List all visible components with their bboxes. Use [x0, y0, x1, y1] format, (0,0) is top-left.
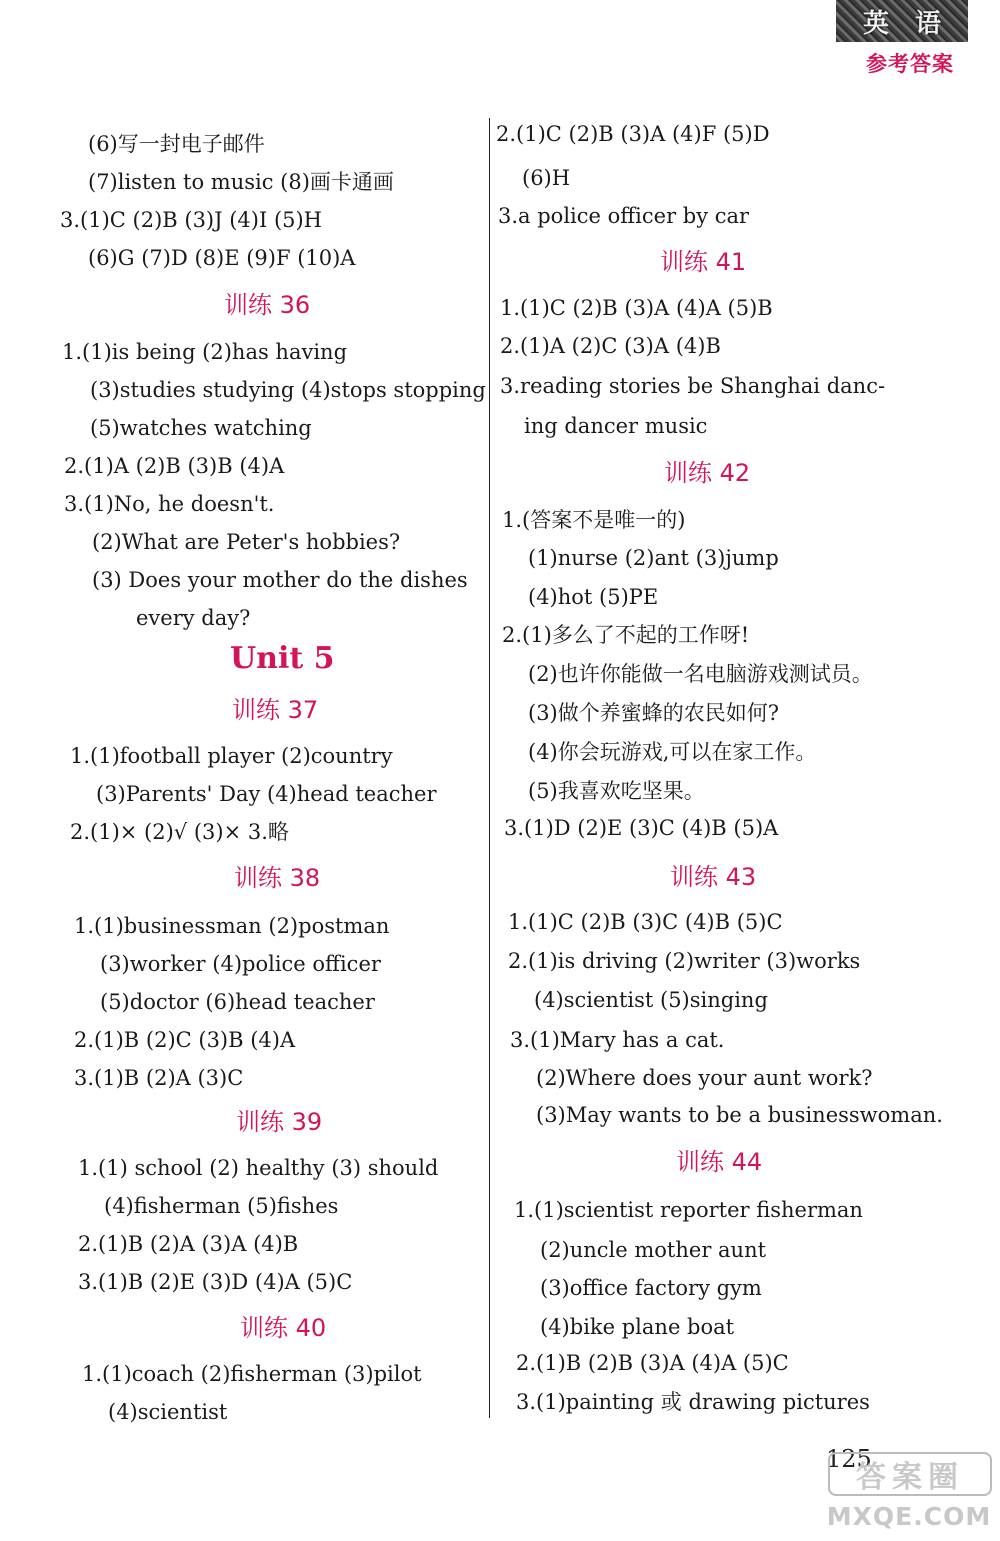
answer-line: (1)nurse (2)ant (3)jump [528, 546, 779, 570]
answer-line: 2.(1)× (2)√ (3)× 3.略 [70, 820, 289, 844]
answer-line: ing dancer music [524, 414, 708, 438]
answer-line: (4)scientist (5)singing [534, 988, 768, 1012]
page-number: 125 [826, 1445, 872, 1473]
column-divider [489, 118, 490, 1418]
answer-line: (2)uncle mother aunt [540, 1238, 767, 1262]
answer-line: 2.(1)B (2)A (3)A (4)B [78, 1232, 299, 1256]
answer-line: 1.(答案不是唯一的) [502, 508, 686, 532]
section-heading: 训练 42 [664, 459, 751, 487]
answer-line: (6)写一封电子邮件 [88, 132, 265, 156]
section-heading: 训练 38 [234, 864, 321, 892]
answer-line: (5)watches watching [90, 416, 312, 440]
section-heading: 训练 36 [224, 291, 311, 319]
answer-line: (4)hot (5)PE [528, 585, 659, 609]
badge-char-left: 英 [862, 8, 889, 39]
answer-line: 3.(1)D (2)E (3)C (4)B (5)A [504, 816, 779, 840]
answer-line: 2.(1)A (2)B (3)B (4)A [64, 454, 285, 478]
answer-line: 3.(1)B (2)A (3)C [74, 1066, 244, 1090]
site-watermark [822, 1450, 992, 1536]
answer-line: (3)studies studying (4)stops stopping [90, 378, 486, 402]
answer-line: (4)fisherman (5)fishes [104, 1194, 339, 1218]
answer-line: 1.(1)football player (2)country [70, 744, 393, 768]
unit-title: Unit 5 [230, 641, 335, 676]
answer-line: (6)G (7)D (8)E (9)F (10)A [88, 246, 356, 270]
answer-line: 2.(1)C (2)B (3)A (4)F (5)D [496, 122, 770, 146]
answers-label: 参考答案 [866, 52, 954, 76]
answer-line: 3.(1)No, he doesn't. [64, 492, 275, 516]
answer-line: 2.(1)A (2)C (3)A (4)B [500, 334, 721, 358]
watermark-url: MXQE.COM [826, 1502, 992, 1531]
answer-line: every day? [136, 606, 251, 630]
answer-line: 2.(1)B (2)B (3)A (4)A (5)C [516, 1351, 789, 1375]
answer-line: (4)你会玩游戏,可以在家工作。 [528, 740, 817, 764]
answer-line: 1.(1)C (2)B (3)A (4)A (5)B [500, 296, 773, 320]
answer-line: 1.(1)coach (2)fisherman (3)pilot [82, 1362, 422, 1386]
answer-line: (2)也许你能做一名电脑游戏测试员。 [528, 662, 873, 686]
answer-line: (3)做个养蜜蜂的农民如何? [528, 701, 780, 725]
section-heading: 训练 43 [670, 863, 757, 891]
section-heading: 训练 44 [676, 1148, 763, 1176]
answer-line: 1.(1)is being (2)has having [62, 340, 348, 364]
answer-line: 3.(1)C (2)B (3)J (4)I (5)H [60, 208, 322, 232]
answer-line: (4)bike plane boat [540, 1315, 735, 1339]
answer-line: 3.(1)Mary has a cat. [510, 1028, 725, 1052]
answer-line: 3.a police officer by car [498, 204, 750, 228]
answer-line: 2.(1)多么了不起的工作呀! [502, 623, 750, 647]
watermark-title: 答案圈 [828, 1452, 992, 1496]
answer-line: 3.(1)B (2)E (3)D (4)A (5)C [78, 1270, 353, 1294]
answer-line: 2.(1)is driving (2)writer (3)works [508, 949, 861, 973]
answer-line: (3)Parents' Day (4)head teacher [96, 782, 437, 806]
answer-line: (2)Where does your aunt work? [536, 1066, 873, 1090]
answer-line: (3) Does your mother do the dishes [92, 568, 468, 592]
answer-line: (2)What are Peter's hobbies? [92, 530, 401, 554]
section-heading: 训练 37 [232, 696, 319, 724]
section-heading: 训练 39 [236, 1108, 323, 1136]
answer-line: 1.(1)scientist reporter fisherman [514, 1198, 863, 1222]
badge-char-right: 语 [915, 8, 942, 39]
answer-line: (3)office factory gym [540, 1276, 762, 1300]
answer-line: (7)listen to music (8)画卡通画 [88, 170, 394, 194]
answer-line: (6)H [522, 166, 571, 190]
section-heading: 训练 40 [240, 1314, 327, 1342]
answer-line: 3.reading stories be Shanghai danc- [500, 374, 886, 398]
answer-line: (4)scientist [108, 1400, 228, 1424]
answer-line: (5)我喜欢吃坚果。 [528, 779, 705, 803]
answer-line: (5)doctor (6)head teacher [100, 990, 375, 1014]
answer-line: (3)May wants to be a businesswoman. [536, 1103, 943, 1127]
answer-line: 1.(1) school (2) healthy (3) should [78, 1156, 439, 1180]
answer-line: 2.(1)B (2)C (3)B (4)A [74, 1028, 296, 1052]
answer-line: 1.(1)businessman (2)postman [74, 914, 390, 938]
answer-line: (3)worker (4)police officer [100, 952, 381, 976]
subject-badge [836, 0, 968, 42]
answer-line: 1.(1)C (2)B (3)C (4)B (5)C [508, 910, 783, 934]
answer-line: 3.(1)painting 或 drawing pictures [516, 1390, 870, 1414]
section-heading: 训练 41 [660, 248, 747, 276]
